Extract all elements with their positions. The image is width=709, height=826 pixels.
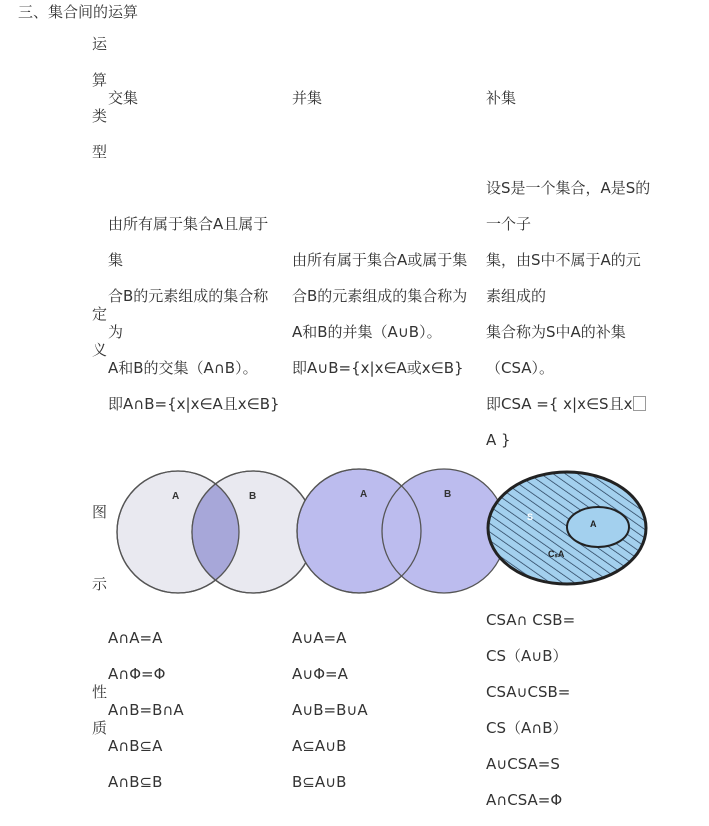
property-union-item: A∪B=B∪A bbox=[292, 701, 368, 719]
definition-intersection-line: 为 bbox=[108, 323, 124, 341]
venn-label-a: A bbox=[172, 491, 180, 502]
row-label-type-3: 类 bbox=[92, 107, 108, 125]
venn-label-complement: CₛA bbox=[548, 549, 565, 559]
property-union-item: B⊆A∪B bbox=[292, 773, 347, 791]
venn-complement-diagram bbox=[486, 470, 656, 590]
property-intersection-item: A∩Φ=Φ bbox=[108, 665, 166, 683]
property-intersection-item: A∩B⊆A bbox=[108, 737, 163, 755]
row-label-definition-2: 义 bbox=[92, 341, 108, 359]
definition-complement-line: （CSA）。 bbox=[486, 359, 555, 377]
property-union-item: A⊆A∪B bbox=[292, 737, 347, 755]
row-label-type-2: 算 bbox=[92, 71, 108, 89]
definition-union-line: 即A∪B={x|x∈A或x∈B} bbox=[292, 359, 464, 377]
definition-intersection-line: 即A∩B={x|x∈A且x∈B} bbox=[108, 395, 280, 413]
row-label-definition-1: 定 bbox=[92, 305, 108, 323]
definition-complement-line: 集合称为S中A的补集 bbox=[486, 323, 626, 341]
property-complement-item: A∩CSA=Φ bbox=[486, 791, 563, 809]
property-complement-item: CS（A∩B） bbox=[486, 719, 568, 737]
row-label-type-4: 型 bbox=[92, 143, 108, 161]
row-label-type-1: 运 bbox=[92, 35, 108, 53]
definition-union-line: 由所有属于集合A或属于集 bbox=[292, 251, 468, 269]
property-complement-item: A∪CSA=S bbox=[486, 755, 560, 773]
row-label-diagram-1: 图 bbox=[92, 503, 108, 521]
definition-complement bbox=[486, 178, 650, 466]
row-label-property-1: 性 bbox=[92, 683, 108, 701]
definition-complement-text: 即CSA ={ x|x∈S且x bbox=[486, 395, 633, 413]
properties-intersection bbox=[108, 628, 184, 808]
column-header-complement: 补集 bbox=[486, 89, 517, 107]
venn-label-a: A bbox=[590, 519, 597, 529]
subset-a bbox=[567, 507, 629, 547]
property-intersection-item: A∩B⊆B bbox=[108, 773, 163, 791]
definition-intersection bbox=[108, 214, 280, 430]
definition-complement-line-with-symbol bbox=[486, 394, 650, 430]
property-complement-item: CSA∩ CSB= bbox=[486, 611, 576, 629]
row-label-property-2: 质 bbox=[92, 719, 108, 737]
section-title: 三、集合间的运算 bbox=[18, 3, 139, 21]
column-header-intersection: 交集 bbox=[108, 89, 139, 107]
definition-complement-line: 一个子 bbox=[486, 215, 532, 233]
row-label-diagram-2: 示 bbox=[92, 575, 108, 593]
property-intersection-item: A∩A=A bbox=[108, 629, 163, 647]
venn-label-s: S bbox=[527, 512, 534, 522]
definition-complement-line: 素组成的 bbox=[486, 287, 547, 305]
property-complement-item: CS（A∪B） bbox=[486, 647, 568, 665]
definition-complement-line: 设S是一个集合，A是S的 bbox=[486, 179, 651, 197]
properties-complement bbox=[486, 610, 575, 826]
missing-symbol-box-icon bbox=[633, 396, 646, 411]
definition-intersection-line: 合B的元素组成的集合称 bbox=[108, 287, 269, 305]
properties-union bbox=[292, 628, 368, 808]
definition-union-line: 合B的元素组成的集合称为 bbox=[292, 287, 468, 305]
definition-complement-line: 集，由S中不属于A的元 bbox=[486, 251, 641, 269]
column-header-union: 并集 bbox=[292, 89, 323, 107]
property-intersection-item: A∩B=B∩A bbox=[108, 701, 184, 719]
venn-intersection-diagram bbox=[110, 472, 290, 592]
venn-label-a: A bbox=[360, 489, 368, 500]
venn-union-diagram bbox=[294, 472, 474, 592]
definition-complement-line: A } bbox=[486, 431, 511, 449]
property-union-item: A∪A=A bbox=[292, 629, 347, 647]
definition-intersection-line: 由所有属于集合A且属于 bbox=[108, 215, 269, 233]
definition-intersection-line: A和B的交集（A∩B）。 bbox=[108, 359, 258, 377]
definition-union bbox=[292, 250, 467, 394]
property-union-item: A∪Φ=A bbox=[292, 665, 348, 683]
definition-union-line: A和B的并集（A∪B）。 bbox=[292, 323, 442, 341]
definition-intersection-line: 集 bbox=[108, 251, 124, 269]
venn-label-b: B bbox=[444, 489, 452, 500]
property-complement-item: CSA∪CSB= bbox=[486, 683, 571, 701]
venn-label-b: B bbox=[249, 491, 257, 502]
